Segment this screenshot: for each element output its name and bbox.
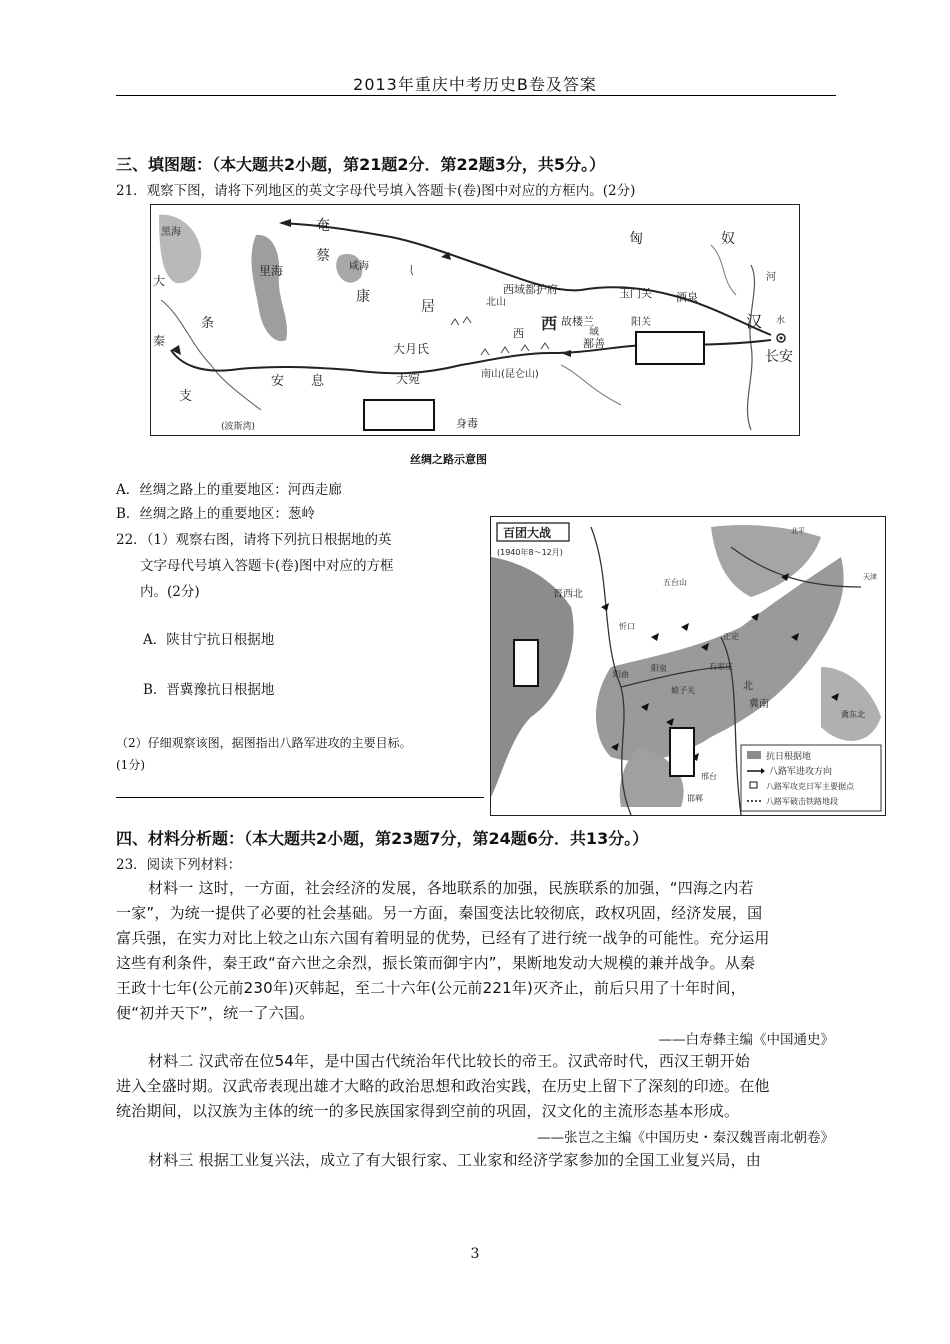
q22-option-a: A．陕甘宁抗日根据地: [143, 632, 275, 648]
label-tianjin: 天津: [863, 573, 877, 581]
label-jidongbei: 冀东北: [841, 710, 865, 719]
q22-answer-line[interactable]: [116, 797, 484, 798]
material2-source: ——张岂之主编《中国历史・秦汉魏晋南北朝卷》: [537, 1130, 834, 1146]
label-beiping: 北平: [791, 527, 805, 535]
label-cai: 蔡: [316, 248, 330, 264]
question-23-intro: 23．阅读下列材料：: [116, 857, 242, 873]
page-header-title: 2013年重庆中考历史B卷及答案: [353, 75, 597, 94]
label-shendu: 身毒: [456, 417, 478, 430]
label-xingtai: 邢台: [701, 772, 717, 781]
label-xinzhou: 忻口: [619, 622, 635, 631]
q21-option-b: B．丝绸之路上的重要地区：葱岭: [116, 506, 315, 522]
material1-line-2: 一家”，为统一提供了必要的社会基础。另一方面，秦国变法比较彻底，政权巩固，经济发展，国: [116, 904, 763, 922]
section-4-title: 四、材料分析题：（本大题共2小题，第23题7分，第24题6分．共13分。）: [116, 829, 649, 848]
answer-box-shaanganning[interactable]: [513, 639, 539, 687]
hrw-map-title: 百团大战: [503, 526, 552, 540]
label-gulou: 故楼兰: [561, 315, 594, 328]
material2-line-3: 统治期间，以汉族为主体的统一的多民族国家得到空前的巩固，汉文化的主流形态基本形成。: [116, 1102, 740, 1120]
label-changan: 长安: [765, 349, 793, 365]
silk-road-map-drawing: [151, 205, 799, 435]
label-shijiazhuang: 石家庄: [709, 662, 733, 671]
label-taiyuan: 阳曲: [613, 670, 629, 679]
label-yu: 域: [589, 327, 599, 338]
q22-part1-line3: 内。(2分): [140, 584, 200, 600]
label-jiuquan: 酒泉: [676, 291, 698, 304]
material1-line-5: 王政十七年(公元前230年)灭韩起，至二十六年(公元前221年)灭齐止，前后只用了十年时间，: [116, 979, 746, 997]
label-nu: 奴: [721, 231, 735, 247]
label-shanshan: 鄯善: [583, 337, 605, 350]
label-xi-big: 西: [541, 314, 558, 333]
caspian-sea-shape: [251, 235, 287, 341]
material1-line-1: 材料一 这时，一方面，社会经济的发展，各地联系的加强，民族联系的加强，“四海之内若: [148, 879, 754, 897]
material2-line-1: 材料二 汉武帝在位54年，是中国古代统治年代比较长的帝王。汉武帝时代，西汉王朝开始: [148, 1052, 751, 1070]
material1-line-3: 富兵强，在实力对比上较之山东六国有着明显的优势，已经有了进行统一战争的可能性。充分运用: [116, 929, 770, 947]
label-dayuezhi: 大月氏: [393, 342, 430, 356]
label-jinxibei: 晋西北: [553, 589, 583, 600]
material1-line-4: 这些有利条件，秦王政“奋六世之余烈，振长策而御宇内”，果断地发动大规模的兼并战争。从秦: [116, 954, 756, 972]
page-number: 3: [470, 1246, 480, 1262]
label-dayuan: 大宛: [396, 372, 421, 386]
q22-part1-line1: 22．（1）观察右图，请将下列抗日根据地的英: [116, 532, 392, 548]
label-shui: 水: [776, 316, 786, 326]
label-xiyu-duhufu: 西域都护府: [503, 283, 558, 296]
label-handan: 邯郸: [687, 794, 703, 803]
label-xi: 息: [311, 374, 325, 389]
silk-road-map-caption: 丝绸之路示意图: [410, 453, 487, 466]
label-nanshan: 南山(昆仑山): [481, 369, 539, 380]
material3-line-1: 材料三 根据工业复兴法，成立了有大银行家、工业家和经济学家参加的全国工业复兴局，由: [148, 1151, 761, 1169]
hundred-regiments-map: [490, 516, 886, 816]
legend-base: 抗日根据地: [766, 752, 812, 762]
label-kang: 康: [356, 289, 370, 305]
hrw-map-subtitle: (1940年8～12月): [497, 548, 563, 557]
label-yan: 奄: [316, 218, 330, 234]
material2-line-2: 进入全盛时期。汉武帝表现出雄才大略的政治思想和政治实践，在历史上留下了深刻的印迹。在他: [116, 1077, 770, 1095]
header-divider: [116, 95, 836, 96]
label-xiong: 匈: [629, 231, 643, 247]
label-zhi: 支: [179, 389, 193, 404]
black-sea-shape: [159, 215, 201, 283]
label-yangquan: 阳泉: [651, 664, 667, 673]
label-an: 安: [271, 374, 285, 389]
label-yumenguan: 玉门关: [619, 287, 652, 300]
q22-part2-line2: (1分): [116, 758, 145, 772]
label-xianhai: 咸海: [349, 261, 369, 272]
q21-option-a: A．丝绸之路上的重要地区：河西走廊: [116, 482, 342, 498]
legend-points: 八路军攻克日军主要据点: [766, 782, 854, 791]
label-bosi: (波斯湾): [221, 422, 256, 432]
label-jinan: 冀南: [749, 699, 769, 710]
label-wutaishan: 五台山: [663, 578, 687, 587]
section-3-title: 三、填图题：（本大题共2小题，第21题2分．第22题3分，共5分。）: [116, 155, 606, 174]
label-beishan: 北山: [486, 297, 506, 308]
label-lihai: 里海: [259, 264, 284, 278]
silk-road-map: [150, 204, 800, 436]
answer-box-cong-ling[interactable]: [363, 399, 435, 431]
label-ju: 居: [421, 299, 435, 315]
label-bei: 北: [743, 681, 753, 692]
question-21-text: 21．观察下图，请将下列地区的英文字母代号填入答题卡(卷)图中对应的方框内。(2分): [116, 183, 636, 199]
label-niangziguan: 娘子关: [671, 686, 695, 695]
material1-line-6: 便“初并天下”，统一了六国。: [116, 1004, 315, 1022]
q22-option-b: B．晋冀豫抗日根据地: [143, 682, 275, 698]
label-tiao: 条: [201, 316, 215, 331]
label-da: 大: [153, 274, 166, 288]
q22-part2-line1: （2）仔细观察该图，据图指出八路军进攻的主要目标。: [116, 736, 412, 750]
label-heihai: 黑海: [161, 227, 181, 238]
q22-part1-line2: 文字母代号填入答题卡(卷)图中对应的方框: [140, 558, 394, 574]
legend-direction: 八路军进攻方向: [769, 767, 833, 777]
label-xi-small: 西: [513, 327, 524, 340]
answer-box-hexi-corridor[interactable]: [635, 331, 705, 365]
material1-source: ——白寿彝主编《中国通史》: [658, 1032, 834, 1048]
label-yangguan: 阳关: [631, 317, 651, 328]
label-qin: 秦: [153, 334, 166, 348]
label-he: 河: [766, 272, 776, 283]
answer-box-jinjiyu[interactable]: [669, 727, 695, 777]
label-han: 汉: [746, 312, 763, 331]
label-zhending: 正定: [723, 632, 739, 641]
legend-rail: 八路军破击铁路地段: [766, 797, 838, 806]
